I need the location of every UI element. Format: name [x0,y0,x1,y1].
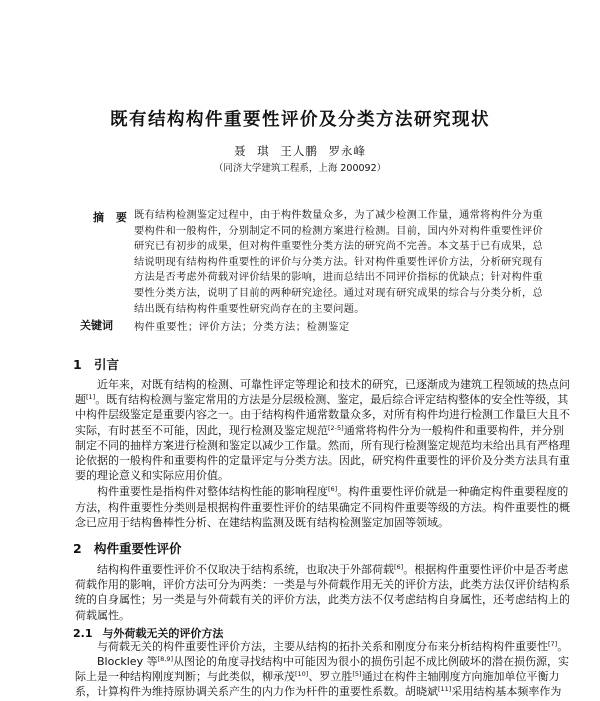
affiliation: （同济大学建筑工程系，上海 200092） [213,163,387,174]
subsection-heading-2-1: 2.1 与外荷载无关的评价方法 [73,627,224,640]
text-line: 既有结构检测鉴定过程中，由于构件数量众多，为了减少检测工作量，通常将构件分为重 [134,210,544,221]
text-line: 方法，构件重要性分类则是根据构件重要性评价的结果确定不同构件重要等级的方法。构件重要性的概 [75,500,570,514]
text-line: 要构件和一般构件，分别制定不同的检测方案进行检测。目前，国内外对构件重要性评价 [134,225,544,237]
keywords-label: 关键词 [80,319,113,332]
section-heading-2: 2 构件重要性评价 [73,541,182,556]
text-line: 近年来，对既有结构的检测、可靠性评定等理论和技术的研究，已逐渐成为建筑工程领域的热点问 [97,378,570,391]
text-line: 论依据的一般构件和重要构件的定量评定与分类方法。因此，研究构件重要性的评价及分类方法具有重 [75,454,570,467]
citation-ref: [11] [438,684,452,693]
text-line: 结构构件重要性评价不仅取决于结构系统，也取决于外部荷载[6]。根据构件重要性评价中是否考虑 [97,563,569,576]
text-line: 系，计算构件为维持原协调关系产生的内力作为杆件的重要性系数。胡晓斌[11]采用结构基本频率作为 [75,684,562,698]
text-line: 荷载属性。 [75,608,130,622]
text-line: 统的自身属性；另一类是与外荷载有关的评价方法，此类方法不仅考虑结构自身属性，还考虑结构上的 [75,593,570,607]
text-line: 中构件层级鉴定是重要内容之一。由于结构构件通常数量众多，对所有构件均进行检测工作量巨大且不 [75,408,570,422]
paper-title: 既有结构构件重要性评价及分类方法研究现状 [110,110,490,130]
text-line: 实际，有时甚至不可能，因此，现行检测及鉴定规范[2-5]通常将构件分为一般构件和重要构件，并分别 [75,423,564,437]
keywords-text: 构件重要性；评价方法；分类方法；检测鉴定 [134,322,350,333]
citation-ref: [6] [328,485,338,493]
text-line: 际上是一种结构刚度判断；与此类似，柳承茂[10]、罗立胜[5]通过在构件主轴刚度方向施加单位平衡力 [75,669,560,683]
text-line: 要的理论意义和实际应用价值。 [75,469,229,483]
text-line: 结说明现有结构构件重要性的评价与分类方法。针对构件重要性评价方法，分析研究现有 [134,256,544,268]
text-line: 要性分类方法，说明了目前的两种研究途径。通过对现有研究成果的综合与分类分析，总 [134,288,544,299]
authors: 聂 琪 王人鹏 罗永峰 [234,144,366,158]
citation-ref: [10] [295,669,309,678]
citation-ref: [7] [548,640,558,648]
text-line: 题[1]。既有结构检测与鉴定常用的方法是分层级检测、鉴定，最后综合评定结构整体的安全性等级，其 [75,393,569,407]
abstract-label: 摘 要 [93,211,131,224]
text-line: 念已应用于结构鲁棒性分析、在建结构监测及既有结构检测鉴定加固等领域。 [75,516,449,529]
citation-ref: [8,9] [157,655,174,663]
text-line: 与荷载无关的构件重要性评价方法，主要从结构的拓扑关系和刚度分布来分析结构构件重要性[7]。 [97,640,569,653]
citation-ref: [2-5] [328,423,344,432]
text-line: 结出既有结构构件重要性研究尚存在的主要问题。 [134,303,365,315]
citation-ref: [1] [86,393,96,402]
text-line: 研究已有初步的成果，但对构件重要性分类方法的研究尚不完善。本文基于已有成果，总 [134,241,544,253]
section-heading-1: 1 引言 [73,357,120,372]
text-line: 荷载作用的影响，评价方法可分为两类：一类是与外荷载作用无关的评价方法，此类方法仅评价结构系 [75,578,570,592]
text-line: Blockley 等[8,9]从图论的角度寻找结构中可能因为很小的损伤引起不成比例破坏的潜在损伤源，实 [97,655,570,668]
text-line: 构件重要性是指构件对整体结构性能的影响程度[6]。构件重要性评价就是一种确定构件重要程度的 [97,485,569,498]
text-line: 制定不同的抽样方案进行检测和鉴定以减少工作量。然而，所有现行检测鉴定规范均未给出具有严格理 [75,438,570,452]
citation-ref: [5] [352,669,362,678]
text-line: 方法是否考虑外荷载对评价结果的影响，进而总结出不同评价指标的优缺点；针对构件重 [134,272,544,284]
citation-ref: [6] [394,563,404,571]
